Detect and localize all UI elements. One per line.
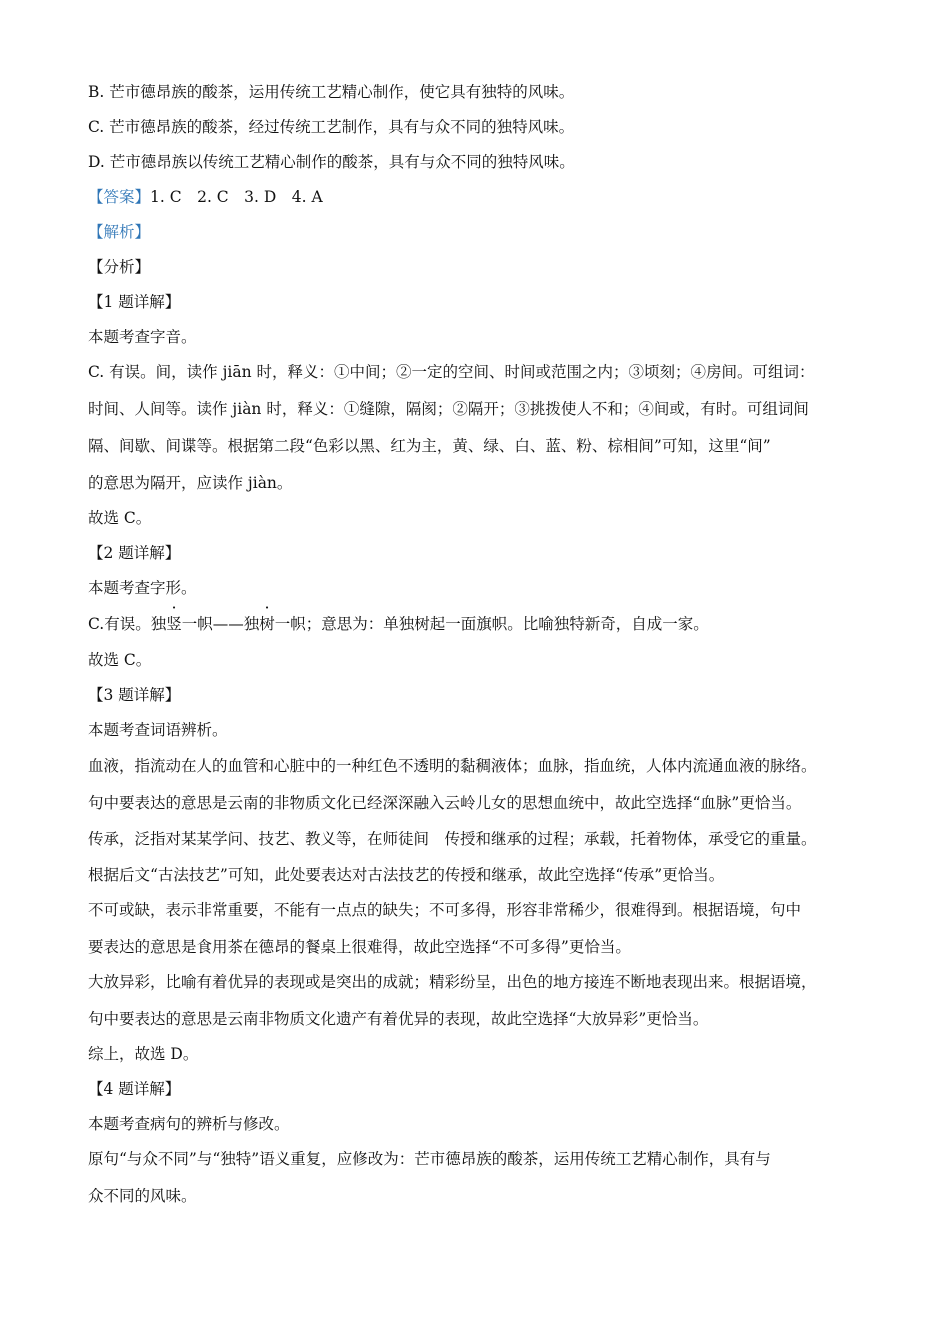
q2-intro: 本题考查字形。 bbox=[88, 579, 197, 597]
option-d: D. 芒市德昂族以传统工艺精心制作的酸茶，具有与众不同的独特风味。 bbox=[88, 153, 575, 171]
q1-line-2: 时间、人间等。读作 jiàn 时，释义：①缝隙，隔阂；②隔开；③挑拨使人不和；④间或，有时。可组词间 bbox=[88, 400, 809, 418]
q3-line-3: 传承，泛指对某某学问、技艺、教义等，在师徒间 传授和继承的过程；承载，托着物体，承受它的重量。 bbox=[88, 830, 817, 848]
q2-line-1 bbox=[88, 614, 709, 634]
q2-right-char: 树 bbox=[259, 615, 275, 633]
q3-line-8: 句中要表达的意思是云南非物质文化遗产有着优异的表现，故此空选择“大放异彩”更恰当。 bbox=[88, 1010, 709, 1028]
q3-line-7: 大放异彩，比喻有着优异的表现或是突出的成就；精彩纷呈，出色的地方接连不断地表现出来。根据语境， bbox=[88, 973, 817, 991]
q3-intro: 本题考查词语辨析。 bbox=[88, 721, 228, 739]
option-b: B. 芒市德昂族的酸茶，运用传统工艺精心制作，使它具有独特的风味。 bbox=[88, 83, 575, 101]
q3-line-4: 根据后文“古法技艺”可知，此处要表达对古法技艺的传授和继承，故此空选择“传承”更恰当。 bbox=[88, 866, 725, 884]
q2-text-part1: C.有误。独 bbox=[88, 615, 167, 633]
analysis-line bbox=[88, 222, 150, 242]
q4-line-1: 原句“与众不同”与“独特”语义重复，应修改为：芒市德昂族的酸茶，运用传统工艺精心制作，具有与 bbox=[88, 1150, 771, 1168]
q2-text-part3: 一帜；意思为：单独树起一面旗帜。比喻独特新奇，自成一家。 bbox=[274, 615, 709, 633]
q1-line-4: 的意思为隔开，应读作 jiàn。 bbox=[88, 474, 293, 492]
q1-conclusion: 故选 C。 bbox=[88, 509, 152, 527]
answer-text: 1. C 2. C 3. D 4. A bbox=[150, 188, 323, 206]
q4-intro: 本题考查病句的辨析与修改。 bbox=[88, 1115, 290, 1133]
q1-line-3: 隔、间歇、间谍等。根据第二段“色彩以黑、红为主，黄、绿、白、蓝、粉、棕相间”可知，这里“间” bbox=[88, 437, 771, 455]
answer-tag: 【答案】 bbox=[88, 188, 151, 206]
analysis-tag: 【解析】 bbox=[88, 223, 151, 241]
section-analysis-heading: 【分析】 bbox=[88, 258, 151, 276]
q3-heading: 【3 题详解】 bbox=[88, 686, 181, 704]
q4-line-2: 众不同的风味。 bbox=[88, 1187, 197, 1205]
q3-conclusion: 综上，故选 D。 bbox=[88, 1045, 199, 1063]
q1-line-1: C. 有误。间，读作 jiān 时，释义：①中间；②一定的空间、时间或范围之内；③顷刻；④房间。可组词： bbox=[88, 363, 815, 381]
q3-line-1: 血液，指流动在人的血管和心脏中的一种红色不透明的黏稠液体；血脉，指血统，人体内流通血液的脉络。 bbox=[88, 757, 817, 775]
q2-text-part2: 一帜——独 bbox=[181, 615, 260, 633]
q4-heading: 【4 题详解】 bbox=[88, 1080, 181, 1098]
q2-wrong-char: 竖 bbox=[166, 615, 182, 633]
q1-heading: 【1 题详解】 bbox=[88, 293, 181, 311]
q2-conclusion: 故选 C。 bbox=[88, 651, 152, 669]
q3-line-5: 不可或缺，表示非常重要，不能有一点点的缺失；不可多得，形容非常稀少，很难得到。根据语境，句中 bbox=[88, 901, 802, 919]
answer-line bbox=[88, 187, 323, 207]
q2-heading: 【2 题详解】 bbox=[88, 544, 181, 562]
option-c: C. 芒市德昂族的酸茶，经过传统工艺制作，具有与众不同的独特风味。 bbox=[88, 118, 575, 136]
q3-line-6: 要表达的意思是食用茶在德昂的餐桌上很难得，故此空选择“不可多得”更恰当。 bbox=[88, 938, 631, 956]
q3-line-2: 句中要表达的意思是云南的非物质文化已经深深融入云岭儿女的思想血统中，故此空选择“血脉”更恰当。 bbox=[88, 794, 802, 812]
q1-intro: 本题考查字音。 bbox=[88, 328, 197, 346]
